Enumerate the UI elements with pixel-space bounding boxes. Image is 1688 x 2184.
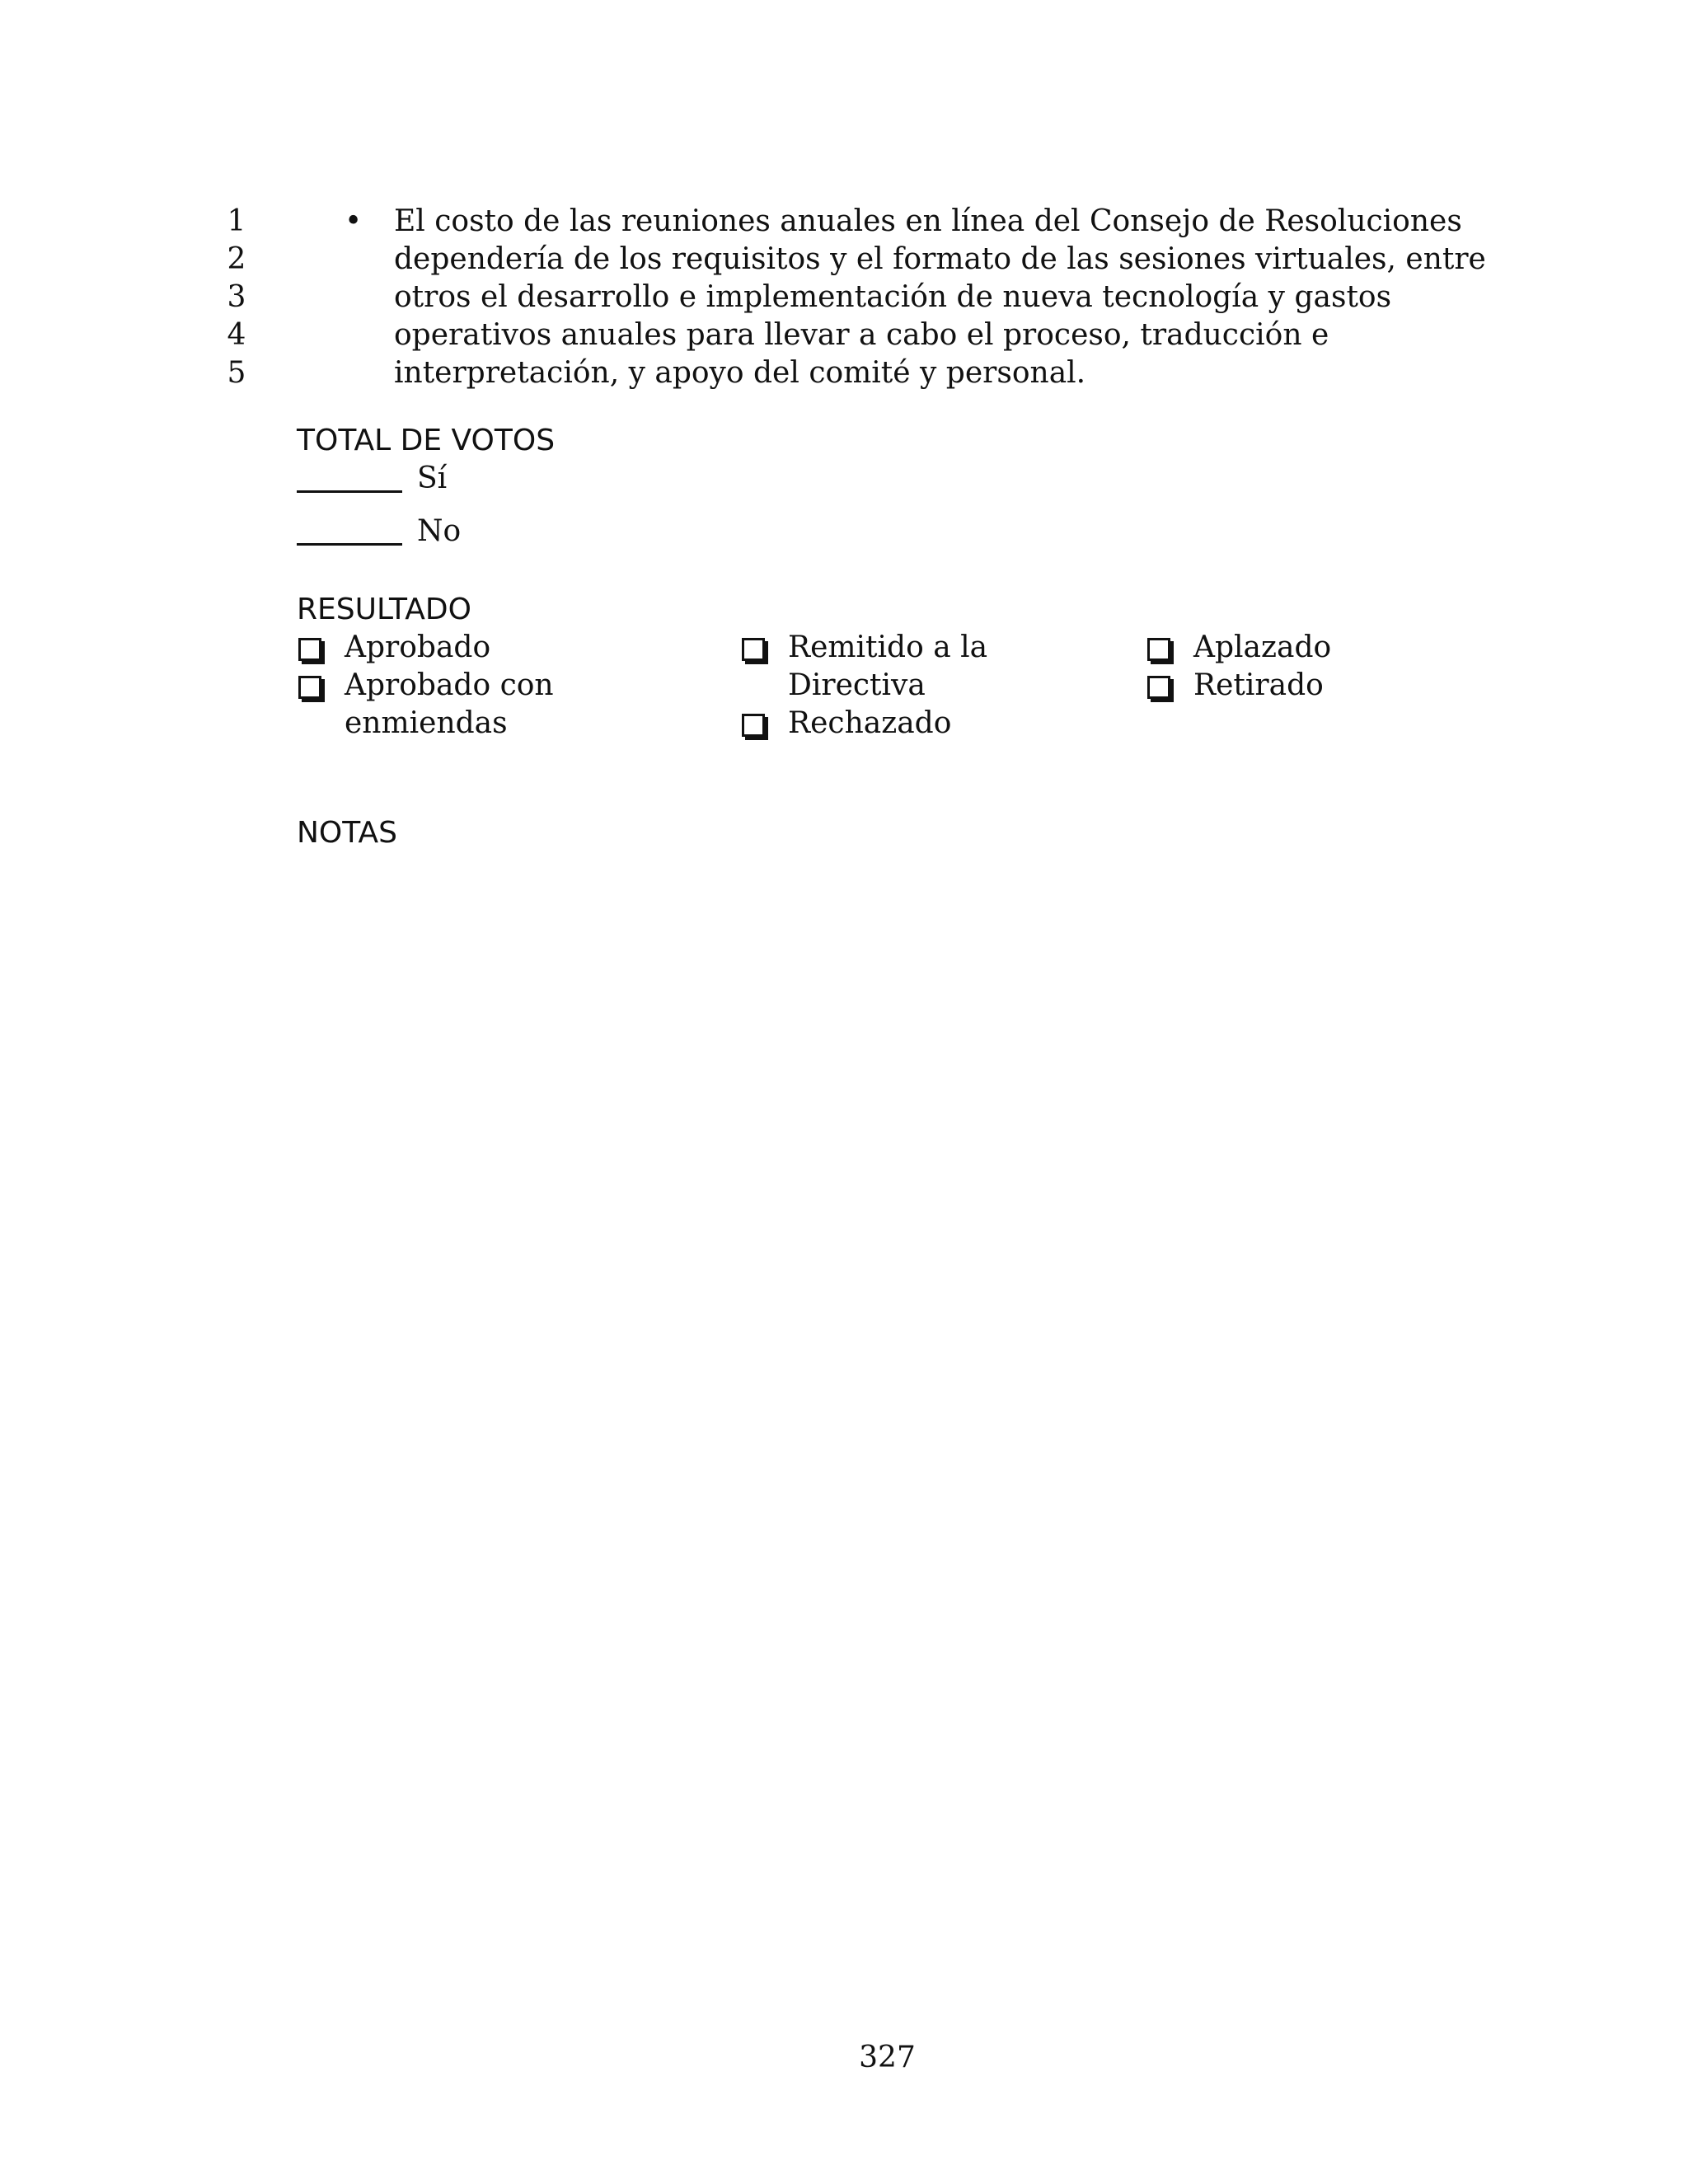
line-number: 3 bbox=[227, 280, 246, 314]
option-label: Remitido a la bbox=[788, 630, 988, 664]
option-label: Aplazado bbox=[1193, 630, 1332, 664]
option-label: Aprobado con bbox=[345, 668, 554, 702]
option-label: Retirado bbox=[1193, 668, 1324, 702]
option-aprobado[interactable] bbox=[298, 629, 554, 667]
option-label: Rechazado bbox=[788, 706, 952, 740]
option-rechazado[interactable] bbox=[742, 705, 987, 743]
checkbox-icon[interactable] bbox=[742, 638, 765, 661]
result-column-2 bbox=[742, 629, 987, 743]
option-label: Directiva bbox=[788, 668, 926, 702]
line-number: 5 bbox=[227, 356, 246, 390]
no-label: No bbox=[417, 514, 462, 548]
line-number: 4 bbox=[227, 318, 246, 352]
option-aplazado[interactable] bbox=[1147, 629, 1331, 667]
option-label: Aprobado bbox=[345, 630, 491, 664]
checkbox-icon[interactable] bbox=[1147, 676, 1170, 699]
option-label: enmiendas bbox=[345, 706, 508, 740]
checkbox-icon[interactable] bbox=[298, 638, 321, 661]
checkbox-icon[interactable] bbox=[742, 714, 765, 737]
result-heading: RESULTADO bbox=[297, 593, 471, 626]
bullet-paragraph bbox=[394, 203, 1531, 392]
vote-yes-row bbox=[297, 460, 447, 498]
bullet-icon: • bbox=[345, 204, 363, 238]
result-column-3 bbox=[1147, 629, 1331, 705]
notes-heading: NOTAS bbox=[297, 816, 397, 850]
line-number: 1 bbox=[227, 204, 246, 238]
page-number: 327 bbox=[859, 2041, 916, 2074]
paragraph-line: otros el desarrollo e implementación de nueva tecnología y gastos bbox=[394, 280, 1392, 314]
option-aprobado-con-enmiendas[interactable] bbox=[298, 667, 554, 743]
paragraph-line: interpretación, y apoyo del comité y personal. bbox=[394, 356, 1086, 390]
vote-no-row bbox=[297, 513, 461, 551]
option-remitido[interactable] bbox=[742, 629, 987, 705]
checkbox-icon[interactable] bbox=[1147, 638, 1170, 661]
option-retirado[interactable] bbox=[1147, 667, 1331, 705]
yes-count-blank[interactable] bbox=[297, 462, 402, 493]
no-count-blank[interactable] bbox=[297, 515, 402, 546]
result-column-1 bbox=[298, 629, 554, 743]
paragraph-line: operativos anuales para llevar a cabo el proceso, traducción e bbox=[394, 318, 1329, 352]
line-number: 2 bbox=[227, 242, 246, 276]
checkbox-icon[interactable] bbox=[298, 676, 321, 699]
line-numbers bbox=[216, 203, 257, 392]
paragraph-line: El costo de las reuniones anuales en línea del Consejo de Resoluciones bbox=[394, 204, 1462, 238]
yes-label: Sí bbox=[417, 462, 448, 495]
votes-heading: TOTAL DE VOTOS bbox=[297, 424, 556, 457]
paragraph-line: dependería de los requisitos y el formato de las sesiones virtuales, entre bbox=[394, 242, 1486, 276]
